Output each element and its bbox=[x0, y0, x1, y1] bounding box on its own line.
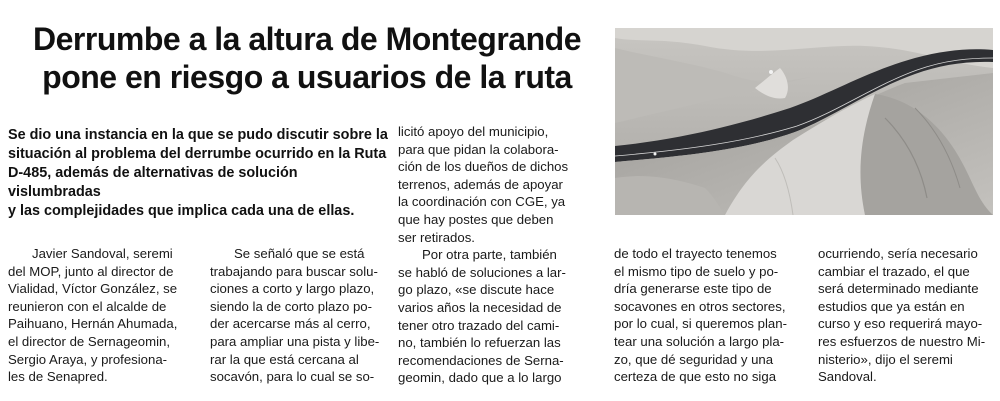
body-line: que hay postes que deben bbox=[398, 211, 554, 227]
body-line: socavones en otros sectores, bbox=[614, 298, 786, 314]
body-line: certeza de que esto no siga bbox=[614, 369, 777, 385]
body-line: tener otro trazado del cami- bbox=[398, 317, 560, 333]
headline bbox=[12, 20, 602, 96]
body-line: de todo el trayecto tenemos bbox=[614, 246, 777, 261]
body-line: el mismo tipo de suelo y po- bbox=[614, 263, 779, 279]
body-line: terrenos, además de apoyar bbox=[398, 176, 563, 192]
body-line: der acercarse más al cerro, bbox=[210, 316, 371, 332]
body-line: geomin, dado que a lo largo bbox=[398, 370, 562, 386]
body-line: Se señaló que se está bbox=[234, 246, 365, 261]
body-line: res esfuerzos de nuestro Mi- bbox=[818, 333, 986, 349]
body-line: nisterio», dijo el seremi bbox=[818, 351, 953, 367]
body-line: Sergio Araya, y profesiona- bbox=[8, 351, 168, 367]
body-line: para que pidan la colabora- bbox=[398, 141, 559, 157]
body-column-4 bbox=[614, 245, 794, 386]
lead-line: D-485, además de alternativas de solución vislumbradas bbox=[8, 165, 298, 200]
body-line: cambiar el trazado, el que bbox=[818, 263, 970, 279]
body-line: Vialidad, Víctor González, se bbox=[8, 281, 178, 297]
body-column-1 bbox=[8, 245, 188, 386]
body-line: ocurriendo, sería necesario bbox=[818, 246, 978, 261]
body-line: licitó apoyo del municipio, bbox=[398, 124, 549, 139]
body-line: el director de Sernageomin, bbox=[8, 333, 171, 349]
body-line: ción de los dueños de dichos bbox=[398, 159, 569, 175]
headline-line: pone en riesgo a usuarios de la ruta bbox=[42, 59, 572, 95]
body-line: por lo cual, si queremos plan- bbox=[614, 316, 787, 332]
headline-line: Derrumbe a la altura de Montegrande bbox=[33, 21, 581, 57]
body-line: tear una solución a largo pla- bbox=[614, 333, 785, 349]
body-line: la coordinación con CGE, ya bbox=[398, 194, 566, 210]
body-column-3 bbox=[398, 123, 586, 387]
body-line: reunieron con el alcalde de bbox=[8, 298, 167, 314]
body-line: Por otra parte, también bbox=[422, 247, 557, 263]
body-line: curso y eso requerirá mayo- bbox=[818, 316, 983, 332]
body-line: recomendaciones de Serna- bbox=[398, 352, 564, 368]
body-line: les de Senapred. bbox=[8, 369, 108, 385]
lead-paragraph bbox=[8, 126, 388, 221]
body-column-2 bbox=[210, 245, 388, 386]
body-line: rar la que está cercana al bbox=[210, 351, 359, 367]
body-line: no, también lo refuerzan las bbox=[398, 335, 561, 351]
body-line: Sandoval. bbox=[818, 369, 877, 385]
body-line: para ampliar una pista y libe- bbox=[210, 333, 380, 349]
body-line: trabajando para buscar solu- bbox=[210, 263, 378, 279]
body-line: varios años la necesidad de bbox=[398, 299, 562, 315]
landslide-road-photo-icon bbox=[615, 28, 993, 215]
lead-line: y las complejidades que implica cada una de ellas. bbox=[8, 203, 355, 219]
body-line: del MOP, junto al director de bbox=[8, 263, 174, 279]
body-line: siendo la de corto plazo po- bbox=[210, 298, 373, 314]
body-line: go plazo, «se discute hace bbox=[398, 282, 555, 298]
body-line: zo, que dé seguridad y una bbox=[614, 351, 774, 367]
landslide-road-photo bbox=[615, 28, 993, 215]
body-line: se habló de soluciones a lar- bbox=[398, 264, 566, 280]
body-line: será determinado mediante bbox=[818, 281, 979, 297]
lead-line: situación al problema del derrumbe ocurrido en la Ruta bbox=[8, 146, 387, 162]
body-line: ser retirados. bbox=[398, 229, 475, 245]
body-line: ciones a corto y largo plazo, bbox=[210, 281, 375, 297]
body-line: Javier Sandoval, seremi bbox=[32, 246, 173, 261]
body-line: estudios que ya están en bbox=[818, 298, 965, 314]
body-column-5 bbox=[818, 245, 994, 386]
body-line: socavón, para lo cual se so- bbox=[210, 369, 375, 385]
lead-line: Se dio una instancia en la que se pudo discutir sobre la bbox=[8, 127, 388, 143]
body-line: dría generarse este tipo de bbox=[614, 281, 772, 297]
body-line: Paihuano, Hernán Ahumada, bbox=[8, 316, 178, 332]
